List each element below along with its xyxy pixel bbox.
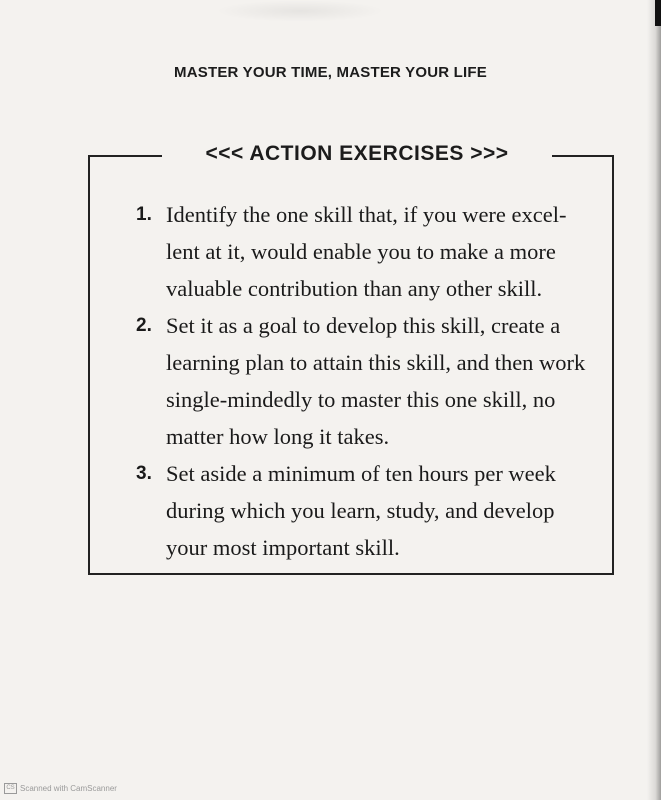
exercise-item-2 — [130, 307, 610, 455]
exercise-number: 2. — [136, 315, 152, 336]
exercise-line: matter how long it takes. — [166, 424, 390, 449]
exercise-number: 3. — [136, 463, 152, 484]
exercise-line: learning plan to attain this skill, and then work — [166, 350, 586, 375]
page-corner-mark — [655, 0, 661, 26]
scanner-watermark — [4, 783, 117, 794]
watermark-text: Scanned with CamScanner — [20, 784, 117, 793]
exercise-line: your most important skill. — [166, 535, 400, 560]
exercise-item-1 — [130, 196, 610, 307]
exercise-line: Identify the one skill that, if you were excel- — [166, 202, 567, 227]
exercise-line: during which you learn, study, and develop — [166, 498, 555, 523]
page-edge-shadow — [647, 0, 661, 800]
exercise-line: valuable contribution than any other skill. — [166, 276, 543, 301]
box-title: <<< ACTION EXERCISES >>> — [205, 142, 509, 165]
exercise-item-3 — [130, 455, 610, 566]
exercise-number: 1. — [136, 204, 152, 225]
bleed-through-smudge — [215, 0, 385, 22]
camscanner-logo-icon: CS — [4, 783, 17, 794]
exercise-line: lent at it, would enable you to make a more — [166, 239, 556, 264]
exercise-list — [130, 196, 610, 566]
exercise-line: single-mindedly to master this one skill, no — [166, 387, 556, 412]
exercise-line: Set it as a goal to develop this skill, create a — [166, 313, 561, 338]
exercise-line: Set aside a minimum of ten hours per week — [166, 461, 556, 486]
running-head: MASTER YOUR TIME, MASTER YOUR LIFE — [174, 64, 487, 81]
